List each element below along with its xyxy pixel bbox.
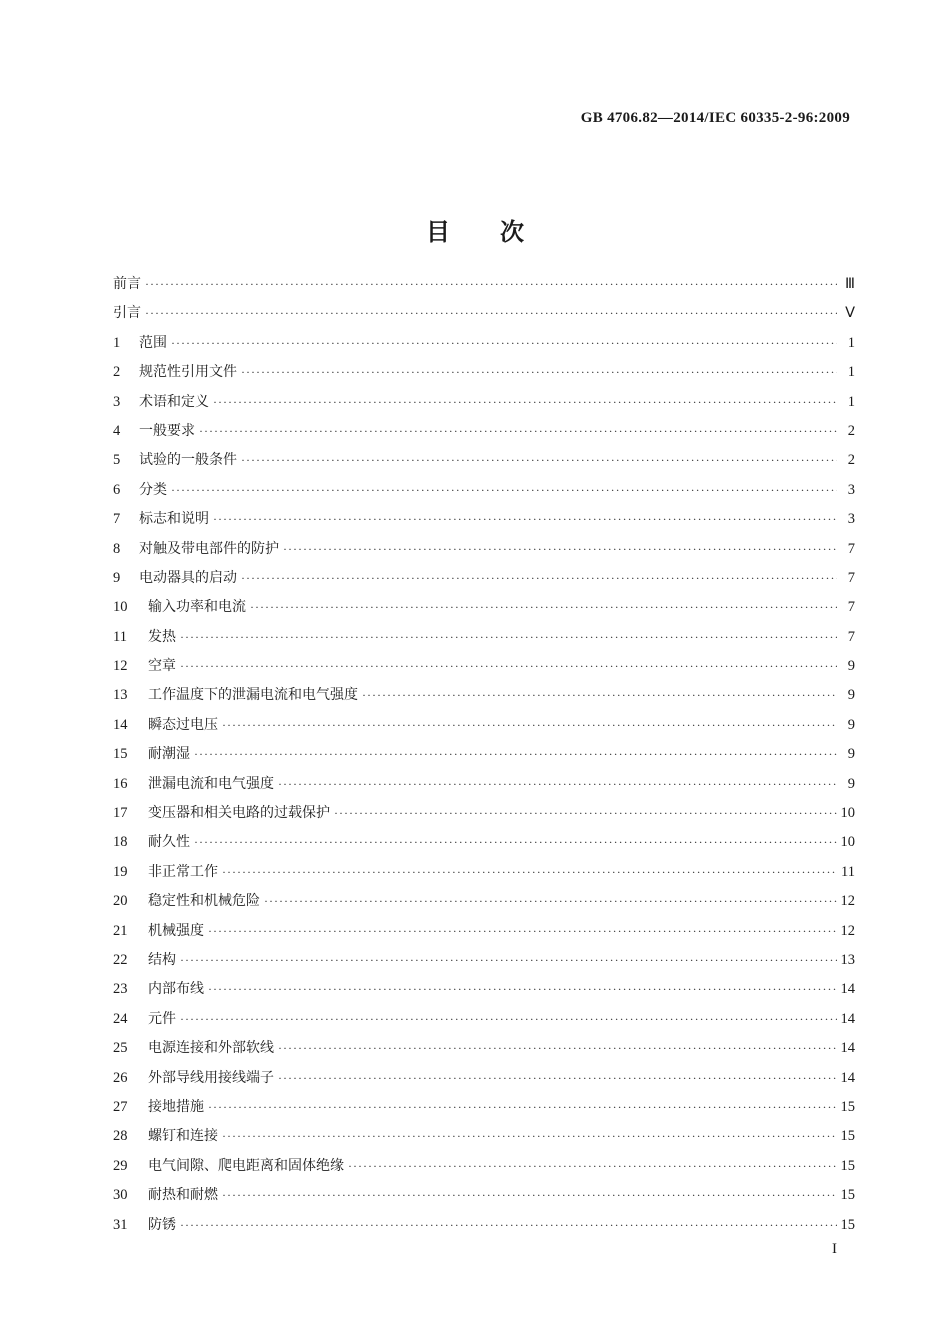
toc-entry-page: 14 — [840, 981, 855, 998]
toc-entry-label: 电动器具的启动 — [139, 569, 237, 586]
toc-entry-number: 4 — [113, 422, 121, 439]
toc-entry-page: 9 — [847, 687, 855, 704]
toc-entry-label: 泄漏电流和电气强度 — [148, 775, 274, 792]
toc-entry-label: 瞬态过电压 — [148, 716, 218, 733]
dot-leader — [180, 1012, 837, 1027]
dot-leader — [362, 688, 837, 703]
toc-entry[interactable] — [113, 538, 855, 567]
toc-entry-number: 1 — [113, 334, 121, 351]
toc-entry-number: 24 — [113, 1010, 128, 1027]
dot-leader — [222, 718, 837, 733]
dot-leader — [194, 747, 837, 762]
toc-entry[interactable] — [113, 1214, 855, 1243]
toc-entry[interactable] — [113, 978, 855, 1007]
dot-leader — [145, 306, 837, 321]
dot-leader — [145, 277, 837, 292]
toc-entry-label: 范围 — [139, 334, 167, 351]
toc-entry-label: 变压器和相关电路的过载保护 — [148, 805, 330, 822]
dot-leader — [278, 777, 837, 792]
toc-entry-page: 14 — [840, 1010, 855, 1027]
toc-entry-page: 15 — [840, 1128, 855, 1145]
toc-entry[interactable] — [113, 890, 855, 919]
dot-leader — [213, 395, 837, 410]
toc-entry[interactable] — [113, 1008, 855, 1037]
dot-leader — [180, 659, 837, 674]
dot-leader — [348, 1159, 837, 1174]
toc-entry[interactable] — [113, 508, 855, 537]
toc-entry-page: 10 — [840, 834, 855, 851]
toc-entry-number: 28 — [113, 1128, 128, 1145]
toc-entry-page: 15 — [840, 1098, 855, 1115]
toc-entry-label: 一般要求 — [139, 422, 195, 439]
toc-entry-number: 2 — [113, 364, 121, 381]
toc-entry[interactable] — [113, 420, 855, 449]
dot-leader — [264, 894, 837, 909]
dot-leader — [283, 542, 837, 557]
dot-leader — [278, 1071, 837, 1086]
toc-entry-number: 23 — [113, 981, 128, 998]
toc-entry-page: 1 — [847, 364, 855, 381]
toc-entry-label: 防锈 — [148, 1216, 176, 1233]
toc-entry-number: 15 — [113, 746, 128, 763]
toc-entry[interactable] — [113, 743, 855, 772]
page-title: 目次 — [426, 218, 574, 247]
toc-entry-number: 26 — [113, 1069, 128, 1086]
dot-leader — [250, 600, 837, 615]
toc-entry-label: 发热 — [148, 628, 176, 645]
toc-entry[interactable] — [113, 1184, 855, 1213]
toc-entry-label: 耐热和耐燃 — [148, 1187, 218, 1204]
dot-leader — [208, 982, 837, 997]
toc-entry-number: 9 — [113, 569, 121, 586]
toc-entry-label: 规范性引用文件 — [139, 364, 237, 381]
toc-entry-number: 30 — [113, 1187, 128, 1204]
toc-entry-number: 7 — [113, 511, 121, 528]
toc-entry-page: 1 — [847, 334, 855, 351]
toc-entry[interactable] — [113, 567, 855, 596]
toc-entry-label: 元件 — [148, 1010, 176, 1027]
toc-entry-label: 引言 — [113, 305, 141, 322]
toc-entry-label: 前言 — [113, 276, 141, 292]
toc-entry-number: 14 — [113, 716, 128, 733]
toc-entry-page: 15 — [840, 1157, 855, 1174]
toc-entry[interactable] — [113, 831, 855, 860]
toc-entry-label: 对触及带电部件的防护 — [139, 540, 279, 557]
toc-entry-page: 7 — [847, 540, 855, 557]
toc-entry-number: 20 — [113, 893, 128, 910]
toc-entry-page: 9 — [847, 658, 855, 675]
toc-entry[interactable] — [113, 655, 855, 684]
toc-entry[interactable] — [113, 391, 855, 420]
toc-entry-page: 13 — [840, 951, 855, 968]
toc-entry-page: 7 — [847, 569, 855, 586]
toc-entry-label: 工作温度下的泄漏电流和电气强度 — [148, 687, 358, 704]
toc-entry-page: 2 — [847, 422, 855, 439]
dot-leader — [241, 365, 837, 380]
toc-entry-number: 5 — [113, 452, 121, 469]
dot-leader — [180, 630, 837, 645]
dot-leader — [334, 806, 837, 821]
toc-entry-number: 13 — [113, 687, 128, 704]
dot-leader — [171, 336, 837, 351]
toc-entry-label: 分类 — [139, 481, 167, 498]
toc-entry[interactable] — [113, 449, 855, 478]
toc-entry-page: 11 — [841, 863, 855, 880]
toc-entry-page: Ⅲ — [845, 276, 855, 292]
toc-entry[interactable] — [113, 802, 855, 831]
dot-leader — [194, 835, 837, 850]
toc-entry-label: 空章 — [148, 658, 176, 675]
toc-entry[interactable] — [113, 861, 855, 890]
dot-leader — [208, 1100, 837, 1115]
toc-entry-label: 稳定性和机械危险 — [148, 893, 260, 910]
toc-entry-number: 19 — [113, 863, 128, 880]
toc-entry-number: 11 — [113, 628, 127, 645]
dot-leader — [222, 1188, 837, 1203]
toc-entry-number: 18 — [113, 834, 128, 851]
toc-entry[interactable] — [113, 361, 855, 390]
toc-entry-page: 9 — [847, 775, 855, 792]
toc-entry-page: 14 — [840, 1040, 855, 1057]
toc-entry[interactable] — [113, 273, 855, 302]
toc-entry-page: 2 — [847, 452, 855, 469]
dot-leader — [241, 453, 837, 468]
toc-entry-page: 1 — [847, 393, 855, 410]
toc-entry[interactable] — [113, 714, 855, 743]
toc-entry-label: 机械强度 — [148, 922, 204, 939]
toc-entry[interactable] — [113, 920, 855, 949]
toc-entry-page: 7 — [847, 599, 855, 616]
dot-leader — [278, 1041, 837, 1056]
toc-entry-number: 29 — [113, 1157, 128, 1174]
toc-entry-label: 标志和说明 — [139, 511, 209, 528]
toc-entry-number: 8 — [113, 540, 121, 557]
toc-entry-number: 21 — [113, 922, 128, 939]
toc-entry[interactable] — [113, 479, 855, 508]
dot-leader — [222, 865, 837, 880]
toc-entry-number: 10 — [113, 599, 128, 616]
toc-entry-label: 螺钉和连接 — [148, 1128, 218, 1145]
dot-leader — [222, 1129, 837, 1144]
table-of-contents — [113, 273, 855, 1243]
toc-entry-page: 12 — [840, 893, 855, 910]
toc-entry-page: 3 — [847, 481, 855, 498]
toc-entry[interactable] — [113, 332, 855, 361]
toc-entry-number: 3 — [113, 393, 121, 410]
toc-entry-page: 9 — [847, 746, 855, 763]
toc-entry-page: 9 — [847, 716, 855, 733]
toc-entry-number: 12 — [113, 658, 128, 675]
dot-leader — [180, 1218, 837, 1233]
toc-entry-label: 结构 — [148, 951, 176, 968]
dot-leader — [213, 512, 837, 527]
toc-entry-label: 接地措施 — [148, 1098, 204, 1115]
toc-entry-page: 3 — [847, 511, 855, 528]
toc-entry-number: 22 — [113, 951, 128, 968]
toc-entry-page: 15 — [840, 1187, 855, 1204]
toc-entry-number: 31 — [113, 1216, 128, 1233]
dot-leader — [180, 953, 837, 968]
toc-entry-label: 术语和定义 — [139, 393, 209, 410]
toc-entry-page: 10 — [840, 805, 855, 822]
toc-entry-label: 耐久性 — [148, 834, 190, 851]
toc-entry-page: Ⅴ — [845, 305, 855, 322]
toc-entry-label: 内部布线 — [148, 981, 204, 998]
standard-code: GB 4706.82—2014/IEC 60335-2-96:2009 — [580, 110, 850, 126]
toc-entry[interactable] — [113, 949, 855, 978]
toc-entry-label: 耐潮湿 — [148, 746, 190, 763]
page-number: I — [832, 1241, 837, 1257]
toc-entry[interactable] — [113, 1155, 855, 1184]
toc-entry-label: 非正常工作 — [148, 863, 218, 880]
toc-entry-number: 27 — [113, 1098, 128, 1115]
dot-leader — [199, 424, 837, 439]
toc-entry[interactable] — [113, 1125, 855, 1154]
toc-entry-label: 电气间隙、爬电距离和固体绝缘 — [148, 1157, 344, 1174]
toc-entry-label: 试验的一般条件 — [139, 452, 237, 469]
toc-entry-number: 17 — [113, 805, 128, 822]
toc-entry[interactable] — [113, 302, 855, 331]
toc-entry[interactable] — [113, 626, 855, 655]
toc-entry-page: 7 — [847, 628, 855, 645]
toc-entry-label: 外部导线用接线端子 — [148, 1069, 274, 1086]
toc-entry[interactable] — [113, 1096, 855, 1125]
dot-leader — [208, 924, 837, 939]
toc-entry[interactable] — [113, 1037, 855, 1066]
toc-entry[interactable] — [113, 684, 855, 713]
dot-leader — [171, 483, 837, 498]
toc-entry-number: 25 — [113, 1040, 128, 1057]
toc-entry-number: 16 — [113, 775, 128, 792]
toc-entry-page: 14 — [840, 1069, 855, 1086]
dot-leader — [241, 571, 837, 586]
toc-entry-label: 输入功率和电流 — [148, 599, 246, 616]
toc-entry-page: 15 — [840, 1216, 855, 1233]
toc-entry-page: 12 — [840, 922, 855, 939]
toc-entry[interactable] — [113, 773, 855, 802]
toc-entry-number: 6 — [113, 481, 121, 498]
toc-entry[interactable] — [113, 1067, 855, 1096]
toc-entry[interactable] — [113, 596, 855, 625]
toc-entry-label: 电源连接和外部软线 — [148, 1040, 274, 1057]
